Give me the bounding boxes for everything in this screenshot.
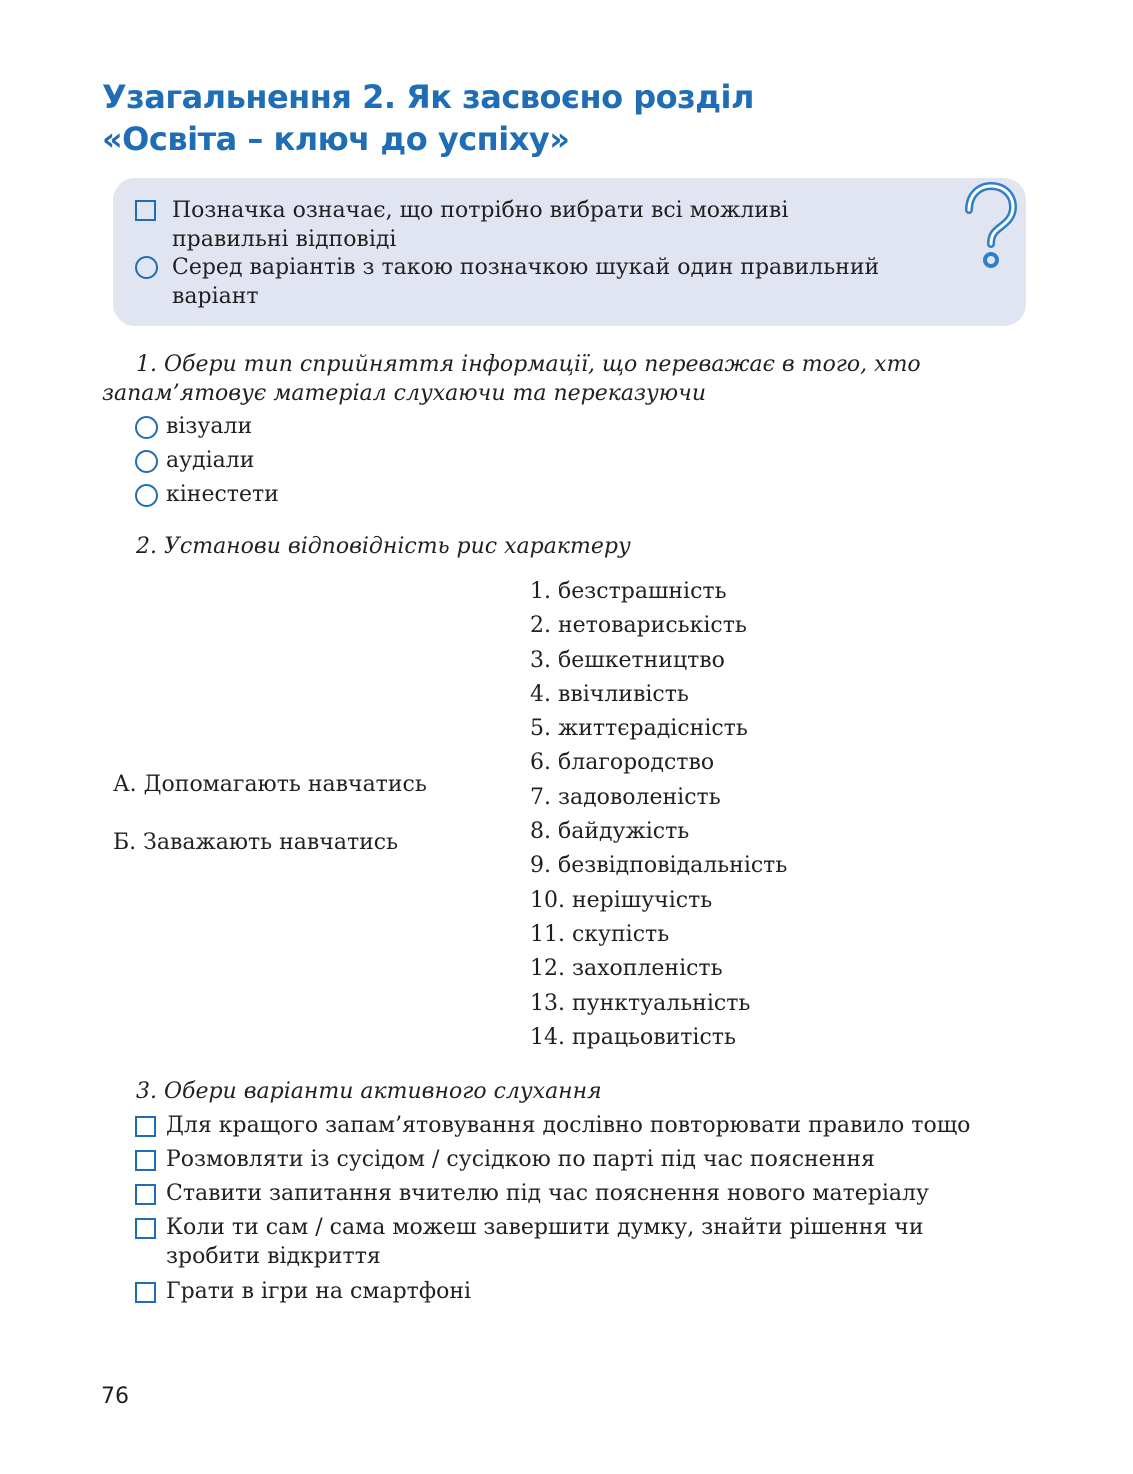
page-title <box>102 76 1002 160</box>
trait-list <box>530 575 787 1055</box>
column-a-label: А. Допомагають навчатись <box>113 772 427 797</box>
page-number: 76 <box>101 1384 129 1409</box>
q3-option-label: Ставити запитання вчителю під час пояснення нового матеріалу <box>166 1181 929 1206</box>
question-1-line-1: 1. Обери тип сприйняття інформації, що переважає в того, хто <box>136 352 921 377</box>
trait-item: 3. бешкетництво <box>530 647 725 673</box>
trait-item: 12. захопленість <box>530 956 723 982</box>
trait-item: 14. працьовитість <box>530 1024 736 1050</box>
legend-box <box>113 178 1026 326</box>
checkbox[interactable] <box>135 1218 156 1239</box>
q3-option-label-continued: зробити відкриття <box>166 1244 381 1269</box>
question-1-line-2: запам’ятовує матеріал слухаючи та переказуючи <box>102 381 706 406</box>
checkbox[interactable] <box>135 1150 156 1171</box>
radio-button[interactable] <box>135 416 158 439</box>
question-mark-icon <box>960 182 1022 272</box>
trait-item: 4. ввічливість <box>530 681 689 707</box>
trait-item: 7. задоволеність <box>530 784 721 810</box>
q1-option-label: кінестети <box>166 482 279 507</box>
trait-item: 13. пунктуальність <box>530 990 751 1016</box>
trait-item: 10. нерішучість <box>530 887 713 913</box>
q3-option-label: Розмовляти із сусідом / сусідкою по парті під час пояснення <box>166 1147 875 1172</box>
trait-item: 6. благородство <box>530 750 715 776</box>
radio-icon <box>135 256 158 279</box>
title-line-1: Узагальнення 2. Як засвоєно розділ <box>102 78 754 116</box>
trait-item: 11. скупість <box>530 921 670 947</box>
legend-radio-text-2: варіант <box>172 284 259 309</box>
trait-item: 1. безстрашність <box>530 579 727 604</box>
legend-checkbox-text-1: Позначка означає, що потрібно вибрати всі можливі <box>172 198 789 223</box>
legend-checkbox-text-2: правильні відповіді <box>172 227 397 252</box>
checkbox-icon <box>135 200 156 221</box>
q1-option-label: аудіали <box>166 448 255 473</box>
question-3: 3. Обери варіанти активного слухання <box>136 1079 602 1104</box>
trait-item: 5. життєрадісність <box>530 716 748 742</box>
checkbox[interactable] <box>135 1116 156 1137</box>
column-b-label: Б. Заважають навчатись <box>113 830 399 855</box>
trait-item: 8. байдужість <box>530 819 690 845</box>
q3-option-label: Коли ти сам / сама можеш завершити думку, знайти рішення чи <box>166 1215 924 1240</box>
radio-button[interactable] <box>135 450 158 473</box>
trait-item: 2. нетовариськість <box>530 613 747 639</box>
question-1 <box>102 350 921 408</box>
q1-option-label: візуали <box>166 414 253 439</box>
checkbox[interactable] <box>135 1282 156 1303</box>
radio-button[interactable] <box>135 484 158 507</box>
q3-option-label: Для кращого запам’ятовування дослівно повторювати правило тощо <box>166 1113 971 1138</box>
question-2: 2. Установи відповідність рис характеру <box>136 534 631 559</box>
q3-option-label: Грати в ігри на смартфоні <box>166 1279 472 1304</box>
legend-radio-text-1: Серед варіантів з такою позначкою шукай один правильний <box>172 255 880 280</box>
checkbox[interactable] <box>135 1184 156 1205</box>
trait-item: 9. безвідповідальність <box>530 853 788 879</box>
title-line-2: «Освіта – ключ до успіху» <box>102 120 570 158</box>
